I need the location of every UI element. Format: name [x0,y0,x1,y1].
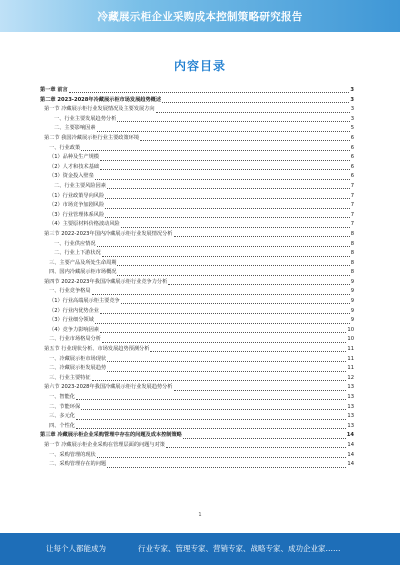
toc-entry-page: 14 [347,461,354,468]
toc-entry-text: （1）行业政策导向风险 [49,192,105,202]
toc-entry-text: 第一节 冷藏展示柜行业发展情况及主要发展方向 [44,105,156,115]
toc-entry-page: 3 [350,87,354,93]
toc-entry-page: 9 [350,288,354,295]
toc-entry-text: （4）竞争力影响因素 [49,326,100,336]
toc-entry-text: （3）行业细分领域 [49,316,95,326]
toc-leader-dots [76,419,346,420]
toc-leader-dots [168,284,349,285]
toc-entry-page: 11 [347,346,354,353]
footer-roles: 行业专家、管理专家、营销专家、战略专家、成功企业家…… [138,544,341,553]
toc-entry[interactable] [40,316,354,326]
toc-entry-page: 13 [347,394,354,400]
toc-leader-dots [117,265,349,266]
toc-entry[interactable] [40,297,354,307]
toc-leader-dots [97,131,350,132]
footer-slogan: 让每个人都能成为 [46,544,106,553]
toc-entry-text: 第三节 2022-2023年国内冷藏展示柜行业发展情况分析 [44,230,174,240]
toc-entry-text: 一、冷藏展示柜市场现状 [49,355,107,365]
toc-entry-page: 13 [347,403,354,410]
toc-leader-dots [107,361,346,362]
toc-entry[interactable] [40,441,354,451]
toc-leader-dots [81,150,350,151]
toc-entry[interactable] [40,268,354,278]
toc-entry[interactable] [40,307,354,317]
toc-entry-text: （2）人才和技术基础 [49,163,100,173]
toc-entry-page: 10 [347,326,354,333]
toc-entry-page: 13 [347,413,354,420]
toc-entry-page: 13 [347,422,354,429]
toc-leader-dots [107,188,350,189]
toc-entry-page: 8 [350,230,354,237]
toc-entry-text: （3）资金投入壁垒 [49,172,95,182]
toc-entry-page: 7 [350,182,354,189]
toc-entry[interactable] [40,134,354,144]
toc-leader-dots [95,179,350,180]
page-number: 1 [198,512,202,518]
toc-entry-page: 3 [350,115,354,122]
toc-entry-text: 第三章 冷藏展示柜企业采购管理中存在的问题及成本控制策略 [40,431,183,441]
toc-entry[interactable] [40,201,354,211]
toc-leader-dots [92,380,347,381]
toc-leader-dots [121,227,350,228]
toc-entry[interactable] [40,364,354,374]
toc-leader-dots [102,256,350,257]
toc-leader-dots [95,323,350,324]
toc-leader-dots [162,102,349,103]
toc-entry-text: 四、国内冷藏展示柜市场概况 [49,268,117,278]
toc-entry-text: 二、冷藏展示柜发展趋势 [49,364,107,374]
toc-entry[interactable] [40,249,354,259]
toc-entry-page: 8 [350,259,354,266]
toc-entry-text: 一、采购管理的现状 [49,451,97,461]
toc-entry-text: （1）行业高端展示柜主要竞争 [49,297,121,307]
toc-entry-page: 10 [347,336,354,343]
toc-entry-text: 一、行业主要发展趋势分析 [54,115,117,125]
toc-entry-page: 8 [350,240,354,247]
toc-entry[interactable] [40,383,354,393]
toc-entry-page: 13 [347,384,354,391]
toc-entry[interactable] [40,153,354,163]
toc-entry-text: 第四节 2022-2023年我国冷藏展示柜行业竞争力分析 [44,278,168,288]
toc-leader-dots [105,198,350,199]
toc-entry-page: 14 [347,451,354,458]
toc-entry[interactable] [40,86,354,96]
toc-leader-dots [81,409,346,410]
toc-entry-text: 二、行业市场格局分析 [49,335,102,345]
toc-entry-page: 3 [350,96,354,103]
toc-entry[interactable] [40,403,354,413]
toc-entry-page: 9 [350,278,354,285]
toc-entry-text: 三、多元化 [49,412,76,422]
toc-entry[interactable] [40,422,354,432]
toc-entry-text: 第二章 2023-2028年冷藏展示柜市场发展趋势概述 [40,96,162,106]
toc-entry-text: 二、行业上下游状况 [54,249,102,259]
toc-leader-dots [92,294,350,295]
toc-entry[interactable] [40,105,354,115]
toc-leader-dots [140,140,350,141]
toc-entry[interactable] [40,172,354,182]
toc-entry-page: 7 [350,221,354,228]
toc-leader-dots [105,217,350,218]
toc-entry[interactable] [40,96,354,106]
toc-leader-dots [100,169,350,170]
toc-entry-text: 一、行业竞争格局 [49,287,92,297]
toc-entry[interactable] [40,115,354,125]
toc-leader-dots [183,438,346,439]
footer-banner [0,533,400,565]
toc-entry[interactable] [40,240,354,250]
toc-entry-text: 一、智能化 [49,393,76,403]
toc-leader-dots [100,332,346,333]
toc-leader-dots [156,112,350,113]
toc-leader-dots [97,246,350,247]
toc-entry[interactable] [40,182,354,192]
toc-entry-page: 5 [350,125,354,132]
toc-entry-text: 二、主要影响因素 [54,124,97,134]
toc-leader-dots [69,92,350,93]
toc-leader-dots [150,351,346,352]
toc-entry-text: （2）市场竞争加剧风险 [49,201,105,211]
toc-entry[interactable] [40,278,354,288]
toc-entry[interactable] [40,326,354,336]
toc-entry[interactable] [40,259,354,269]
toc-entry-page: 8 [350,250,354,257]
toc-entry-page: 11 [347,365,354,372]
toc-entry[interactable] [40,220,354,230]
toc-entry-text: 第一章 前言 [40,86,69,96]
toc-entry-text: （3）行业管理体系风险 [49,211,105,221]
toc-entry-page: 8 [350,269,354,276]
toc-entry[interactable] [40,192,354,202]
toc-entry-page: 9 [350,317,354,324]
toc-leader-dots [76,428,346,429]
toc-leader-dots [102,342,347,343]
toc-entry-page: 6 [350,154,354,161]
toc-entry-page: 6 [350,163,354,170]
toc-entry-text: （4）主要原材料价格波动风险 [49,220,121,230]
toc-entry-page: 7 [350,202,354,209]
toc-entry-text: 一、行业政策 [49,144,81,154]
toc-entry-text: 第六节 2023-2028年我国冷藏展示柜行业发展趋势分析 [44,383,174,393]
toc-entry-page: 9 [350,307,354,314]
toc-entry[interactable] [40,345,354,355]
toc-leader-dots [117,121,349,122]
toc-leader-dots [121,303,350,304]
toc-leader-dots [105,208,350,209]
toc-entry-text: （2）行业内优势企业 [49,307,100,317]
toc-entry[interactable] [40,374,354,384]
report-header-banner [0,0,400,32]
toc-leader-dots [117,275,349,276]
toc-entry-page: 14 [346,432,354,439]
toc-entry[interactable] [40,393,354,403]
toc-leader-dots [97,457,347,458]
toc-leader-dots [107,371,346,372]
toc-entry[interactable] [40,355,354,365]
toc-leader-dots [166,447,346,448]
toc-entry[interactable] [40,431,354,441]
toc-entry[interactable] [40,460,354,470]
toc-entry-text: 四、个性化 [49,422,76,432]
toc-entry-text: 三、主要产品及所处生命周期 [49,259,117,269]
toc-entry-page: 6 [350,144,354,151]
toc-entry[interactable] [40,124,354,134]
toc-entry-page: 7 [350,211,354,218]
toc-entry-text: 一、行业供应情况 [54,240,97,250]
toc-leader-dots [174,390,347,391]
toc-heading: 内容目录 [173,59,226,73]
toc-entry[interactable] [40,412,354,422]
toc-entry-page: 6 [350,134,354,141]
toc-entry-text: 二、采购管理存在的问题 [49,460,107,470]
toc-entry[interactable] [40,163,354,173]
toc-entry-text: （1）品种及生产规模 [49,153,100,163]
toc-entry-text: 第一节 冷藏展示柜企业采购在管理层面的问题与对策 [44,441,166,451]
toc-entry[interactable] [40,287,354,297]
toc-entry-page: 3 [350,106,354,113]
toc-entry[interactable] [40,211,354,221]
toc-leader-dots [100,313,350,314]
toc-entry-text: 三、行业主要特征 [49,374,92,384]
toc-leader-dots [100,160,350,161]
table-of-contents [40,86,354,470]
toc-entry[interactable] [40,230,354,240]
toc-entry[interactable] [40,335,354,345]
toc-entry-page: 12 [347,374,354,381]
toc-entry-text: 二、行业主要风险因素 [54,182,107,192]
toc-leader-dots [76,399,346,400]
report-title: 冷藏展示柜企业采购成本控制策略研究报告 [97,11,303,23]
toc-entry-page: 11 [347,355,354,362]
toc-entry-page: 6 [350,173,354,180]
toc-entry-page: 14 [347,441,354,448]
toc-entry-page: 9 [350,298,354,305]
toc-entry-text: 第五节 行业现状分析、市场发展趋势预测分析 [44,345,150,355]
toc-entry-page: 7 [350,192,354,199]
toc-entry[interactable] [40,451,354,461]
toc-entry[interactable] [40,144,354,154]
toc-entry-text: 二、节能环保 [49,403,81,413]
toc-entry-text: 第二节 我国冷藏展示柜行业主要政策环境 [44,134,140,144]
toc-leader-dots [107,467,346,468]
toc-leader-dots [174,236,350,237]
